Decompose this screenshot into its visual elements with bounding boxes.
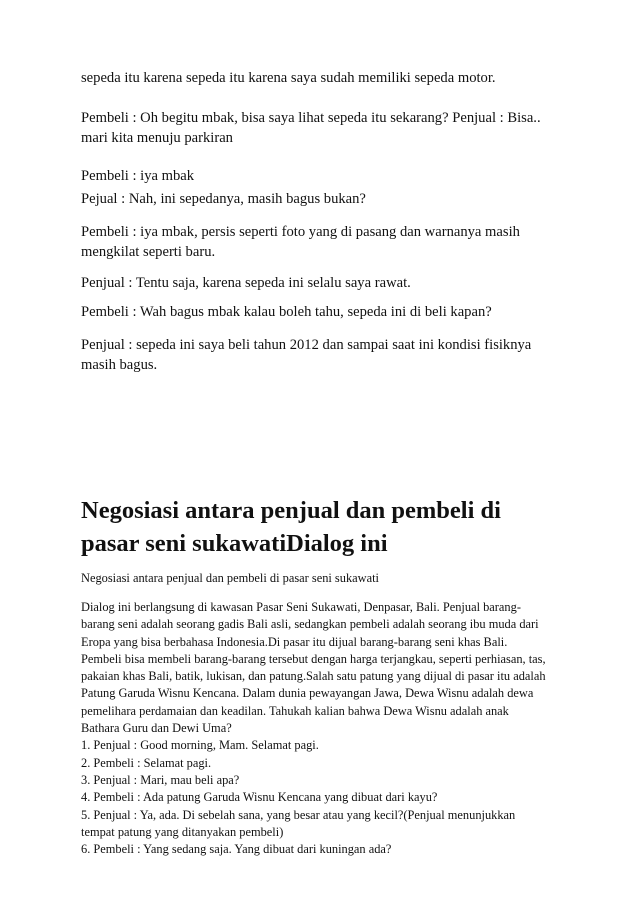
text-line: barang seni adalah seorang gadis Bali asli, sedangkan pembeli adalah seorang ibu muda dari — [81, 617, 539, 632]
dialog-paragraph-3 — [81, 166, 559, 186]
section-subtitle — [81, 570, 559, 587]
text-line: pemelihara perdamaian dan keadilan. Tahukah kalian bahwa Dewa Wisnu adalah anak — [81, 703, 509, 718]
dialog-paragraph-6 — [81, 273, 559, 293]
text-line: 3. Penjual : Mari, mau beli apa? — [81, 772, 240, 787]
text-line: Penjual : Tentu saja, karena sepeda ini selalu saya rawat. — [81, 275, 411, 291]
text-line: Pejual : Nah, ini sepedanya, masih bagus bukan? — [81, 191, 366, 207]
text-line: Bathara Guru dan Dewi Uma? — [81, 721, 232, 736]
dialog-body — [81, 599, 559, 858]
text-line: 1. Penjual : Good morning, Mam. Selamat pagi. — [81, 738, 319, 753]
text-line: Penjual : sepeda ini saya beli tahun 2012 dan sampai saat ini kondisi fisiknya — [81, 337, 532, 353]
dialog-paragraph-7 — [81, 302, 559, 322]
heading-line: Negosiasi antara penjual dan pembeli di — [81, 497, 501, 524]
text-line: pakaian khas Bali, batik, lukisan, dan patung.Salah satu patung yang dijual di pasar itu adalah — [81, 669, 546, 684]
text-line: 5. Penjual : Ya, ada. Di sebelah sana, yang besar atau yang kecil?(Penjual menunjukkan — [81, 807, 516, 822]
text-line: mengkilat seperti baru. — [81, 244, 216, 260]
text-line: tempat patung yang ditanyakan pembeli) — [81, 824, 284, 839]
text-line: masih bagus. — [81, 357, 158, 373]
text-line: 4. Pembeli : Ada patung Garuda Wisnu Kencana yang dibuat dari kayu? — [81, 790, 438, 805]
dialog-paragraph-5 — [81, 222, 559, 262]
dialog-paragraph-4 — [81, 189, 559, 209]
text-line: 6. Pembeli : Yang sedang saja. Yang dibuat dari kuningan ada? — [81, 842, 392, 857]
text-line: Pembeli bisa membeli barang-barang tersebut dengan harga terjangkau, seperti perhiasan, tas, — [81, 651, 546, 666]
text-line: Pembeli : Wah bagus mbak kalau boleh tahu, sepeda ini di beli kapan? — [81, 304, 492, 320]
heading-line: pasar seni sukawatiDialog ini — [81, 530, 388, 557]
text-line: Pembeli : iya mbak — [81, 168, 195, 184]
dialog-paragraph-8 — [81, 335, 559, 375]
text-line: 2. Pembeli : Selamat pagi. — [81, 755, 212, 770]
text-line: Pembeli : iya mbak, persis seperti foto yang di pasang dan warnanya masih — [81, 224, 520, 240]
text-line: Negosiasi antara penjual dan pembeli di pasar seni sukawati — [81, 571, 379, 585]
dialog-paragraph-1 — [81, 68, 559, 88]
section-heading — [81, 494, 559, 560]
dialog-paragraph-2 — [81, 108, 559, 148]
text-line: Eropa yang bisa berbahasa Indonesia.Di pasar itu dijual barang-barang seni khas Bali. — [81, 634, 508, 649]
text-line: Pembeli : Oh begitu mbak, bisa saya lihat sepeda itu sekarang? Penjual : Bisa.. — [81, 110, 541, 126]
text-line: Patung Garuda Wisnu Kencana. Dalam dunia pewayangan Jawa, Dewa Wisnu adalah dewa — [81, 686, 534, 701]
text-line: sepeda itu karena sepeda itu karena saya sudah memiliki sepeda motor. — [81, 70, 496, 86]
text-line: mari kita menuju parkiran — [81, 130, 233, 146]
text-line: Dialog ini berlangsung di kawasan Pasar Seni Sukawati, Denpasar, Bali. Penjual barang- — [81, 600, 521, 614]
